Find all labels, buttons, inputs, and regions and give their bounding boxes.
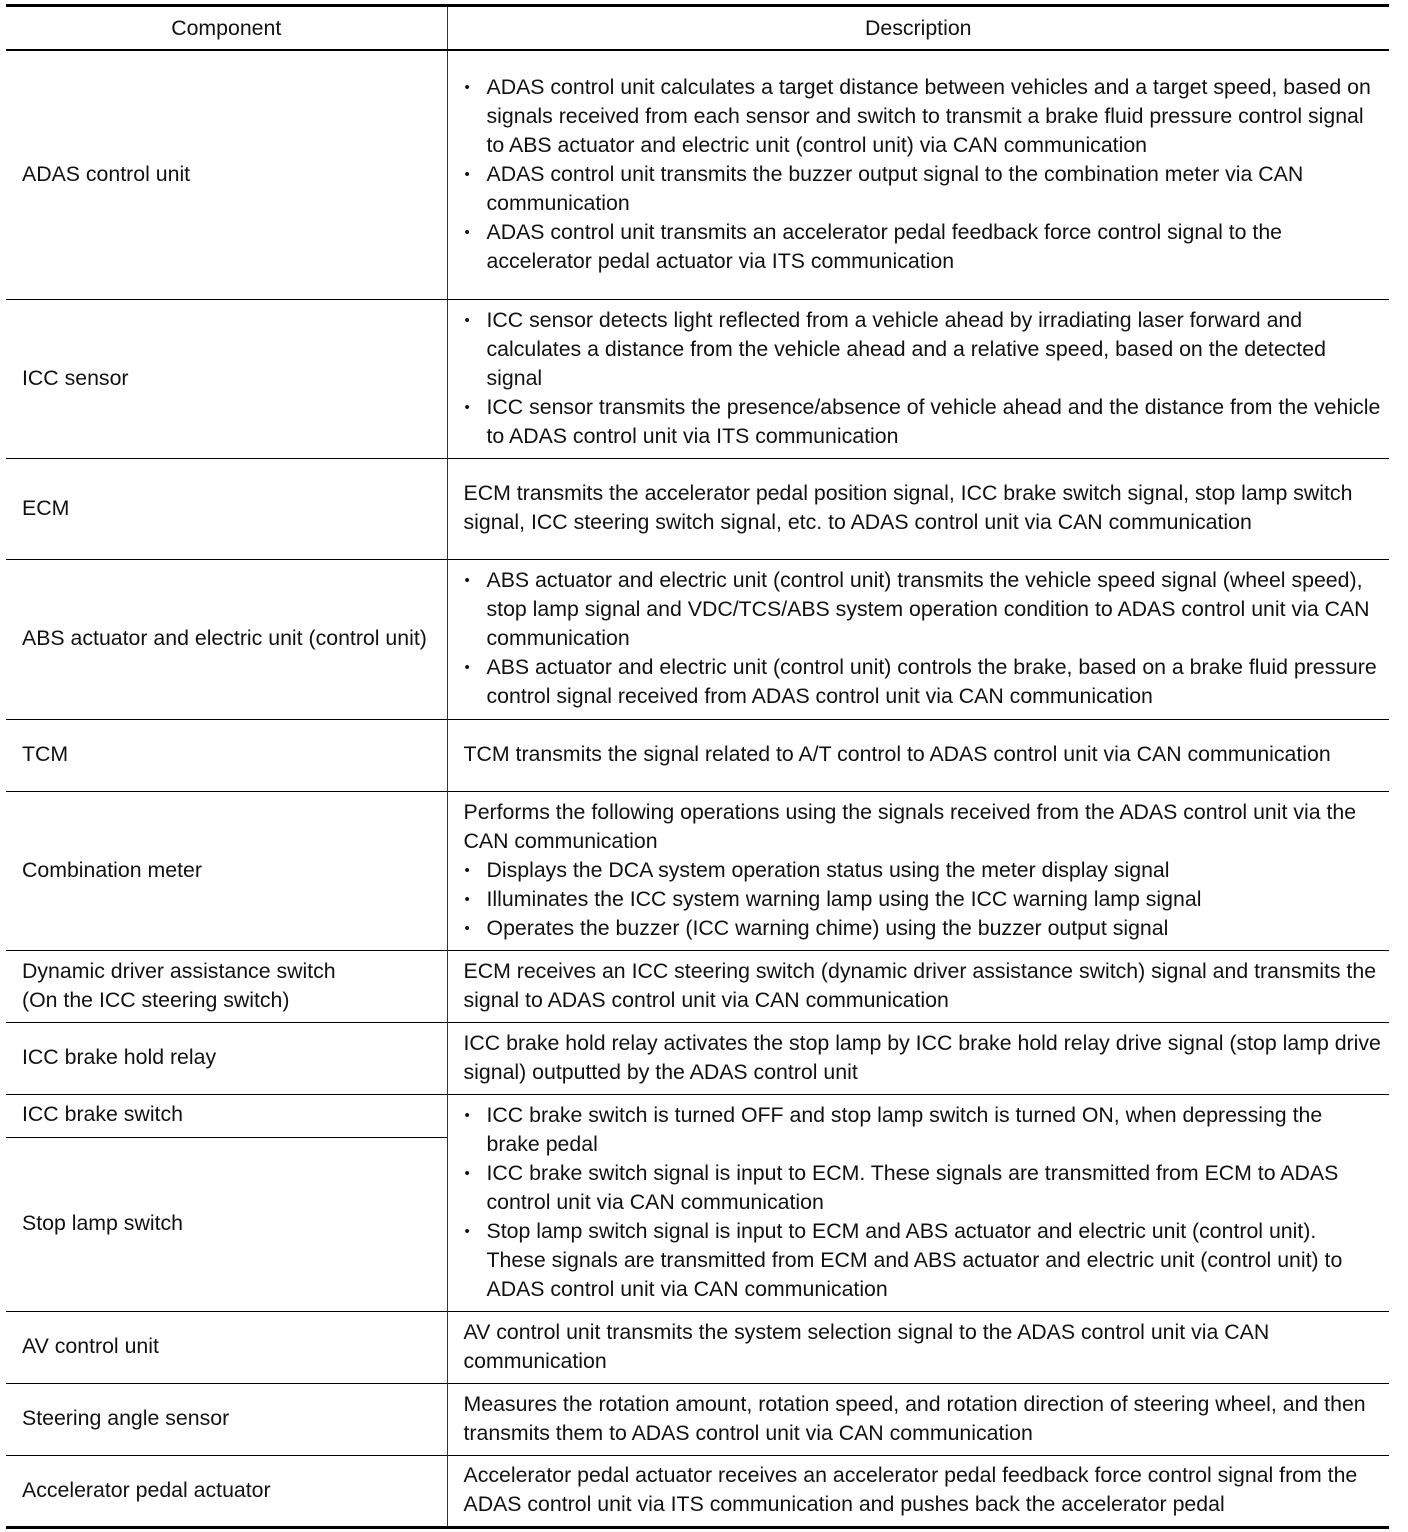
- bullet-item: • Stop lamp switch signal is input to ECM and ABS actuator and electric unit (control unit). These signals are transmitted from ECM and ABS actuator and electric unit (control unit) to ADAS control unit via CAN communication: [464, 1217, 1382, 1304]
- table-row: [6, 50, 1389, 299]
- description-cell: Accelerator pedal actuator receives an accelerator pedal feedback force control signal from the ADAS control unit via ITS communication and pushes back the accelerator pedal: [447, 1455, 1389, 1527]
- description-cell: AV control unit transmits the system selection signal to the ADAS control unit via CAN communication: [447, 1311, 1389, 1383]
- component-cell: TCM: [6, 719, 447, 791]
- bullet-list: [464, 73, 1382, 276]
- bullet-list: [464, 306, 1382, 451]
- table-row: [6, 1094, 1389, 1137]
- component-cell: ICC sensor: [6, 299, 447, 458]
- bullet-list: [464, 1101, 1382, 1304]
- description-cell: [447, 791, 1389, 950]
- description-cell: [447, 299, 1389, 458]
- bullet-item: • ICC brake switch is turned OFF and stop lamp switch is turned ON, when depressing the brake pedal: [464, 1101, 1382, 1159]
- component-cell: AV control unit: [6, 1311, 447, 1383]
- component-description-document: [6, 4, 1389, 1529]
- bullet-item: • ADAS control unit transmits the buzzer output signal to the combination meter via CAN communication: [464, 160, 1382, 218]
- description-cell: [447, 50, 1389, 299]
- component-table: [6, 4, 1389, 1529]
- bullet-item: • Displays the DCA system operation status using the meter display signal: [464, 856, 1382, 885]
- header-row: [6, 6, 1389, 51]
- component-cell: ADAS control unit: [6, 50, 447, 299]
- bullet-item: • ADAS control unit transmits an accelerator pedal feedback force control signal to the accelerator pedal actuator via ITS communication: [464, 218, 1382, 276]
- bullet-list: [464, 566, 1382, 711]
- description-cell: ICC brake hold relay activates the stop lamp by ICC brake hold relay drive signal (stop lamp drive signal) outputted by the ADAS control unit: [447, 1022, 1389, 1094]
- table-row: [6, 791, 1389, 950]
- column-header-description: Description: [447, 6, 1389, 51]
- bullet-item: • ICC sensor transmits the presence/absence of vehicle ahead and the distance from the vehicle to ADAS control unit via ITS communication: [464, 393, 1382, 451]
- table-row: [6, 950, 1389, 1022]
- table-row: [6, 299, 1389, 458]
- bullet-item: • ABS actuator and electric unit (control unit) transmits the vehicle speed signal (wheel speed), stop lamp signal and VDC/TCS/ABS system operation condition to ADAS control unit via CAN communication: [464, 566, 1382, 653]
- table-body: [6, 50, 1389, 1527]
- bullet-item: • ADAS control unit calculates a target distance between vehicles and a target speed, based on signals received from each sensor and switch to transmit a brake fluid pressure control signal to ABS actuator and electric unit (control unit) via CAN communication: [464, 73, 1382, 160]
- table-row: [6, 1022, 1389, 1094]
- description-cell: [447, 1094, 1389, 1311]
- bullet-item: • ABS actuator and electric unit (control unit) controls the brake, based on a brake fluid pressure control signal received from ADAS control unit via CAN communication: [464, 653, 1382, 711]
- component-line: (On the ICC steering switch): [22, 987, 290, 1012]
- bullet-list: [464, 856, 1382, 943]
- description-intro: Performs the following operations using the signals received from the ADAS control unit via the CAN communication: [463, 799, 1357, 853]
- table-row: [6, 1383, 1389, 1455]
- bullet-item: • Illuminates the ICC system warning lamp using the ICC warning lamp signal: [464, 885, 1382, 914]
- table-header: [6, 6, 1389, 51]
- table-row: [6, 1455, 1389, 1527]
- bullet-item: • ICC brake switch signal is input to ECM. These signals are transmitted from ECM to ADAS control unit via CAN communication: [464, 1159, 1382, 1217]
- component-cell: ICC brake hold relay: [6, 1022, 447, 1094]
- bullet-item: • ICC sensor detects light reflected from a vehicle ahead by irradiating laser forward and calculates a distance from the vehicle ahead and a relative speed, based on the detected signal: [464, 306, 1382, 393]
- component-line: Dynamic driver assistance switch: [22, 958, 336, 983]
- component-cell: Steering angle sensor: [6, 1383, 447, 1455]
- description-cell: [447, 559, 1389, 719]
- component-cell: ICC brake switch: [6, 1094, 447, 1137]
- component-cell: ECM: [6, 458, 447, 559]
- table-row: [6, 559, 1389, 719]
- description-cell: TCM transmits the signal related to A/T control to ADAS control unit via CAN communication: [447, 719, 1389, 791]
- description-cell: ECM receives an ICC steering switch (dynamic driver assistance switch) signal and transmits the signal to ADAS control unit via CAN communication: [447, 950, 1389, 1022]
- table-row: [6, 719, 1389, 791]
- column-header-component: Component: [6, 6, 447, 51]
- description-cell: ECM transmits the accelerator pedal position signal, ICC brake switch signal, stop lamp switch signal, ICC steering switch signal, etc. to ADAS control unit via CAN communication: [447, 458, 1389, 559]
- bullet-item: • Operates the buzzer (ICC warning chime) using the buzzer output signal: [464, 914, 1382, 943]
- table-row: [6, 1311, 1389, 1383]
- component-cell: Stop lamp switch: [6, 1137, 447, 1311]
- component-cell: [6, 950, 447, 1022]
- description-cell: Measures the rotation amount, rotation speed, and rotation direction of steering wheel, and then transmits them to ADAS control unit via CAN communication: [447, 1383, 1389, 1455]
- component-cell: Accelerator pedal actuator: [6, 1455, 447, 1527]
- component-cell: ABS actuator and electric unit (control unit): [6, 559, 447, 719]
- component-cell: Combination meter: [6, 791, 447, 950]
- table-row: [6, 458, 1389, 559]
